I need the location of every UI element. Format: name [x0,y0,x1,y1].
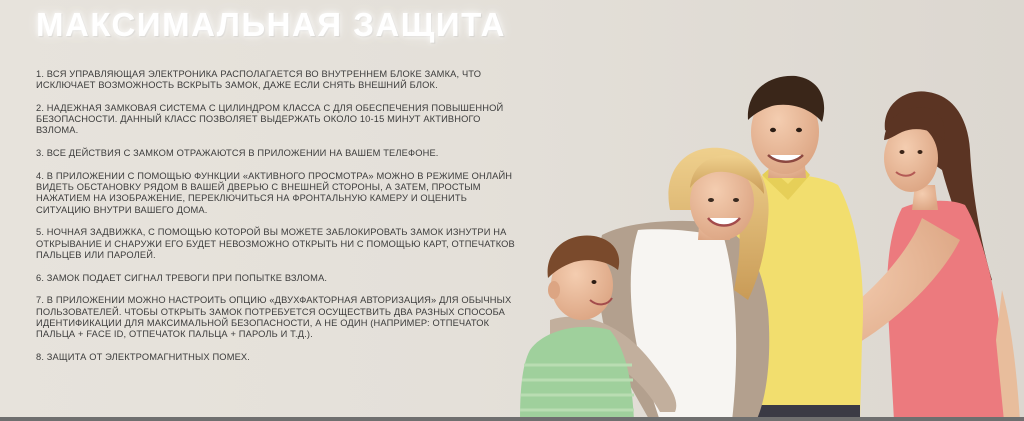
feature-item-7: 7. В ПРИЛОЖЕНИИ МОЖНО НАСТРОИТЬ ОПЦИЮ «ДВУХФАКТОРНАЯ АВТОРИЗАЦИЯ» ДЛЯ ОБЫЧНЫХ ПОЛЬЗОВАТЕЛЕЙ. ЧТОБЫ ОТКРЫТЬ ЗАМОК ПОТРЕБУЕТСЯ ОСУЩЕСТВИТЬ ДВА РАЗНЫХ СПОСОБА ИДЕНТИФИКАЦИИ ДЛЯ МАКСИМАЛЬНОЙ БЕЗОПАСНОСТИ, А НЕ ОДИН (НАПРИМЕР: ОТПЕЧАТОК ПАЛЬЦА + FACE ID, ОТПЕЧАТОК ПАЛЬЦА + ПАРОЛЬ И Т.Д.). [36,295,512,340]
bottom-divider [0,417,1024,421]
feature-item-5: 5. НОЧНАЯ ЗАДВИЖКА, С ПОМОЩЬЮ КОТОРОЙ ВЫ МОЖЕТЕ ЗАБЛОКИРОВАТЬ ЗАМОК ИЗНУТРИ НА ОТКРЫВАНИЕ И СНАРУЖИ ЕГО БУДЕТ НЕВОЗМОЖНО ОТКРЫТЬ НИ С ПОМОЩЬЮ КАРТ, ОТПЕЧАТКОВ ПАЛЬЦЕВ ИЛИ ПАРОЛЕЙ. [36,227,515,260]
feature-item-8: 8. ЗАЩИТА ОТ ЭЛЕКТРОМАГНИТНЫХ ПОМЕХ. [36,351,251,362]
feature-item-1: 1. ВСЯ УПРАВЛЯЮЩАЯ ЭЛЕКТРОНИКА РАСПОЛАГАЕТСЯ ВО ВНУТРЕННЕМ БЛОКЕ ЗАМКА, ЧТО ИСКЛЮЧАЕТ ВОЗМОЖНОСТЬ ВСКРЫТЬ ЗАМОК, ДАЖЕ ЕСЛИ СНЯТЬ ВНЕШНИЙ БЛОК. [36,69,482,91]
banner-title: МАКСИМАЛЬНАЯ ЗАЩИТА [36,6,506,43]
feature-item-2: 2. НАДЕЖНАЯ ЗАМКОВАЯ СИСТЕМА С ЦИЛИНДРОМ КЛАССА С ДЛЯ ОБЕСПЕЧЕНИЯ ПОВЫШЕННОЙ БЕЗОПАСНОСТИ. ДАННЫЙ КЛАСС ПОЗВОЛЯЕТ ВЫДЕРЖАТЬ ОКОЛО 10-15 МИНУТ АКТИВНОГО ВЗЛОМА. [36,103,504,136]
feature-item-3: 3. ВСЕ ДЕЙСТВИЯ С ЗАМКОМ ОТРАЖАЮТСЯ В ПРИЛОЖЕНИИ НА ВАШЕМ ТЕЛЕФОНЕ. [36,148,439,159]
feature-item-4: 4. В ПРИЛОЖЕНИИ С ПОМОЩЬЮ ФУНКЦИИ «АКТИВНОГО ПРОСМОТРА» МОЖНО В РЕЖИМЕ ОНЛАЙН ВИДЕТЬ ОБСТАНОВКУ РЯДОМ В ВАШЕЙ ДВЕРЬЮ С ВНЕШНЕЙ СТОРОНЫ, А ЗАТЕМ, ПРОСТЫМ НАЖАТИЕМ НА ИЗОБРАЖЕНИЕ, ПЕРЕКЛЮЧИТЬСЯ НА ФРОНТАЛЬНУЮ КАМЕРУ И ОЦЕНИТЬ СИТУАЦИЮ ВНУТРИ ВАШЕГО ДОМА. [36,171,513,215]
feature-list [36,69,521,375]
feature-item-6: 6. ЗАМОК ПОДАЕТ СИГНАЛ ТРЕВОГИ ПРИ ПОПЫТКЕ ВЗЛОМА. [36,272,328,283]
family-photo [510,60,1024,421]
